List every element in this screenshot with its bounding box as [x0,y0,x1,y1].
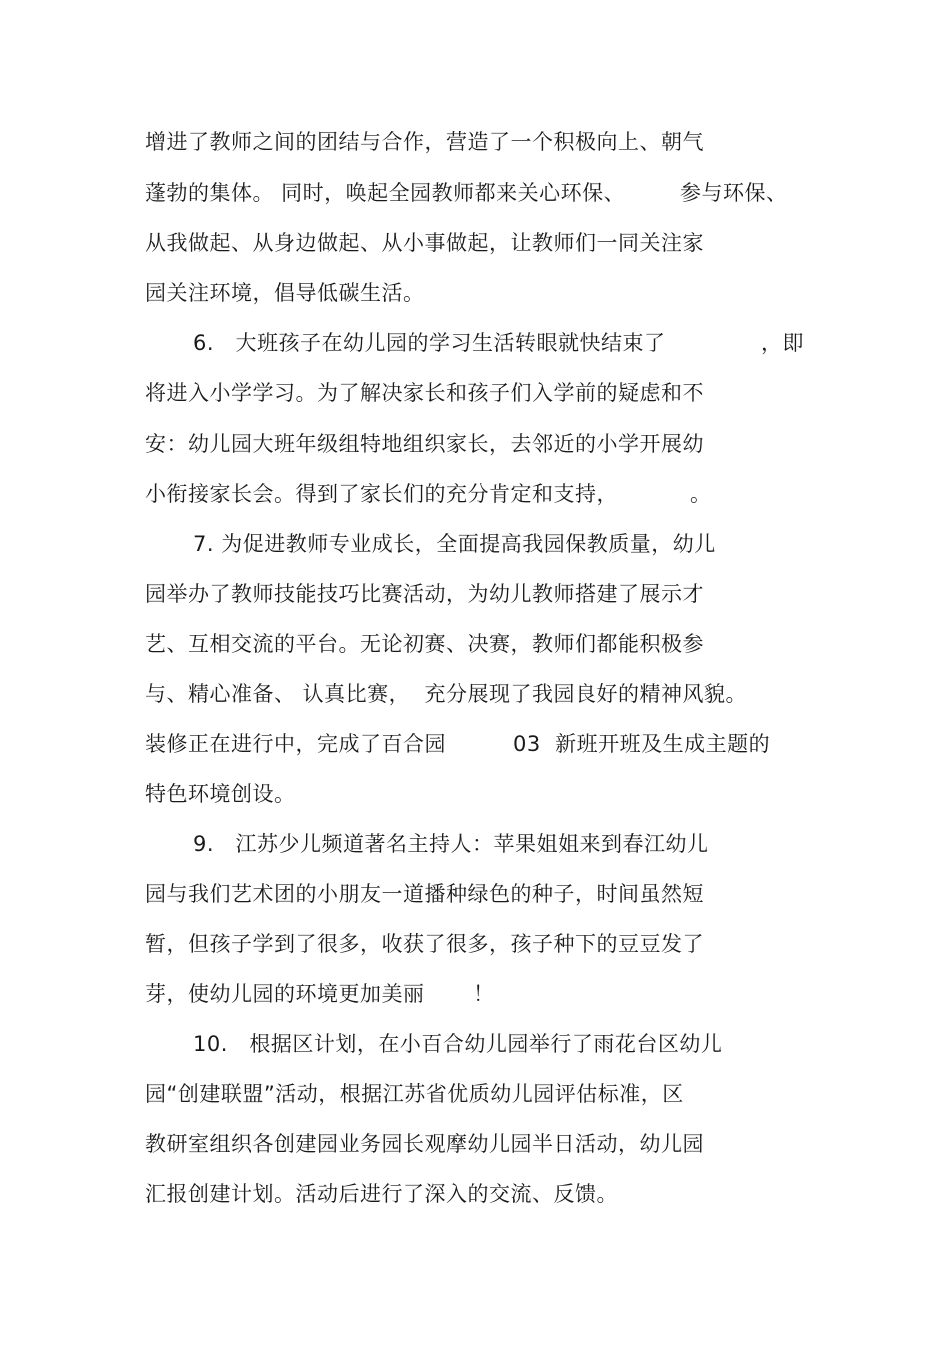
text-line: 园“创建联盟”活动，根据江苏省优质幼儿园评估标准，区 [145,1082,684,1106]
text-segment: ！ [473,982,495,1006]
text-segment: 03 新班开班及生成主题的 [513,732,771,756]
text-line: 园举办了教师技能技巧比赛活动，为幼儿教师搭建了展示才 [145,582,704,606]
text-segment: 蓬勃的集体。 同时，唤起全园教师都来关心环保、 [145,181,626,205]
text-segment: 装修正在进行中，完成了百合园 [145,732,446,756]
text-segment: 参与环保、 [680,181,788,205]
text-line: 园与我们艺术团的小朋友一道播种绿色的种子，时间虽然短 [145,882,704,906]
text-line: 与、精心准备、 认真比赛， 充分展现了我园良好的精神风貌。 [145,682,748,706]
text-segment: 。 [690,482,712,506]
text-line: 从我做起、从身边做起、从小事做起，让教师们一同关注家 [145,231,704,255]
text-line: 教研室组织各创建园业务园长观摩幼儿园半日活动，幼儿园 [145,1132,704,1156]
text-line: 特色环境创设。 [145,782,296,806]
text-segment: 芽，使幼儿园的环境更加美丽 [145,982,425,1006]
list-item-7-line: 7. 为促进教师专业成长，全面提高我园保教质量，幼儿 [193,532,716,556]
list-item-10-line: 10. 根据区计划，在小百合幼儿园举行了雨花台区幼儿 [193,1032,723,1056]
text-line: 增进了教师之间的团结与合作，营造了一个积极向上、朝气 [145,130,704,154]
text-line: 将进入小学学习。为了解决家长和孩子们入学前的疑虑和不 [145,381,704,405]
text-segment: 6. 大班孩子在幼儿园的学习生活转眼就快结束了 [193,331,666,355]
text-line: 安：幼儿园大班年级组特地组织家长，去邻近的小学开展幼 [145,432,704,456]
list-item-9-line: 9. 江苏少儿频道著名主持人：苹果姐姐来到春江幼儿 [193,832,709,856]
text-line: 艺、互相交流的平台。无论初赛、决赛，教师们都能积极参 [145,632,704,656]
text-line: 汇报创建计划。活动后进行了深入的交流、反馈。 [145,1182,618,1206]
text-line: 暂，但孩子学到了很多，收获了很多，孩子种下的豆豆发了 [145,932,704,956]
text-segment: ，即 [761,331,804,355]
text-line: 园关注环境，倡导低碳生活。 [145,281,425,305]
text-segment: 小衔接家长会。得到了家长们的充分肯定和支持， [145,482,618,506]
